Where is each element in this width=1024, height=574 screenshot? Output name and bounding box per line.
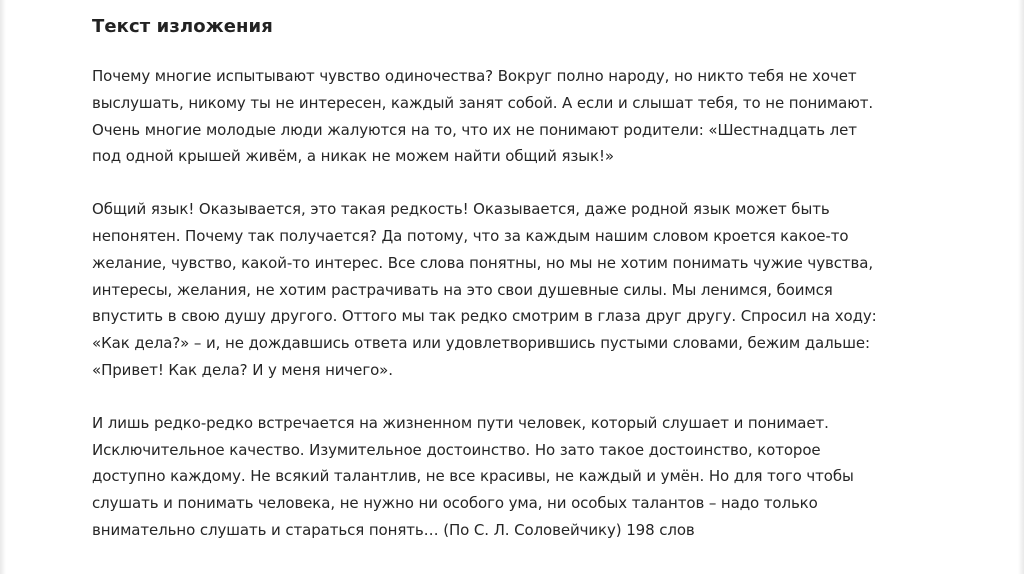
text-line: «Привет! Как дела? И у меня ничего». (92, 360, 393, 379)
document-body (92, 14, 1002, 544)
paragraph-3 (92, 410, 1002, 544)
paragraph-1 (92, 63, 1002, 170)
paragraph-2 (92, 196, 1002, 384)
text-line: Исключительное качество. Изумительное достоинство. Но зато такое достоинство, которое (92, 440, 821, 459)
text-line: внимательно слушать и стараться понять… (По С. Л. Соловейчику) 198 слов (92, 520, 695, 539)
text-line: впустить в свою душу другого. Оттого мы так редко смотрим в глаза друг другу. Спросил на ходу: (92, 307, 877, 326)
text-line: выслушать, никому ты не интересен, каждый занят собой. А если и слышат тебя, то не понимают. (92, 93, 874, 112)
text-line: доступно каждому. Не всякий талантлив, не все красивы, не каждый и умён. Но для того чтобы (92, 467, 854, 486)
text-line: интересы, желания, не хотим растрачивать на это свои душевные силы. Мы ленимся, боимся (92, 280, 833, 299)
text-line: под одной крышей живём, а никак не можем найти общий язык!» (92, 147, 614, 166)
text-line: непонятен. Почему так получается? Да потому, что за каждым нашим словом кроется какое-то (92, 226, 849, 245)
slide-right-edge (1018, 0, 1024, 574)
slide-left-edge (0, 0, 6, 574)
text-line: слушать и понимать человека, не нужно ни особого ума, ни особых талантов – надо только (92, 494, 818, 513)
text-line: «Как дела?» – и, не дождавшись ответа или удовлетворившись пустыми словами, бежим дальше: (92, 334, 871, 353)
document-title: Текст изложения (92, 16, 273, 37)
text-line: И лишь редко-редко встречается на жизненном пути человек, который слушает и понимает. (92, 413, 829, 432)
text-line: желание, чувство, какой-то интерес. Все слова понятны, но мы не хотим понимать чужие чувства, (92, 253, 873, 272)
text-line: Почему многие испытывают чувство одиночества? Вокруг полно народу, но никто тебя не хочет (92, 67, 857, 85)
text-line: Очень многие молодые люди жалуются на то, что их не понимают родители: «Шестнадцать лет (92, 120, 857, 139)
text-line: Общий язык! Оказывается, это такая редкость! Оказывается, даже родной язык может быть (92, 200, 830, 219)
